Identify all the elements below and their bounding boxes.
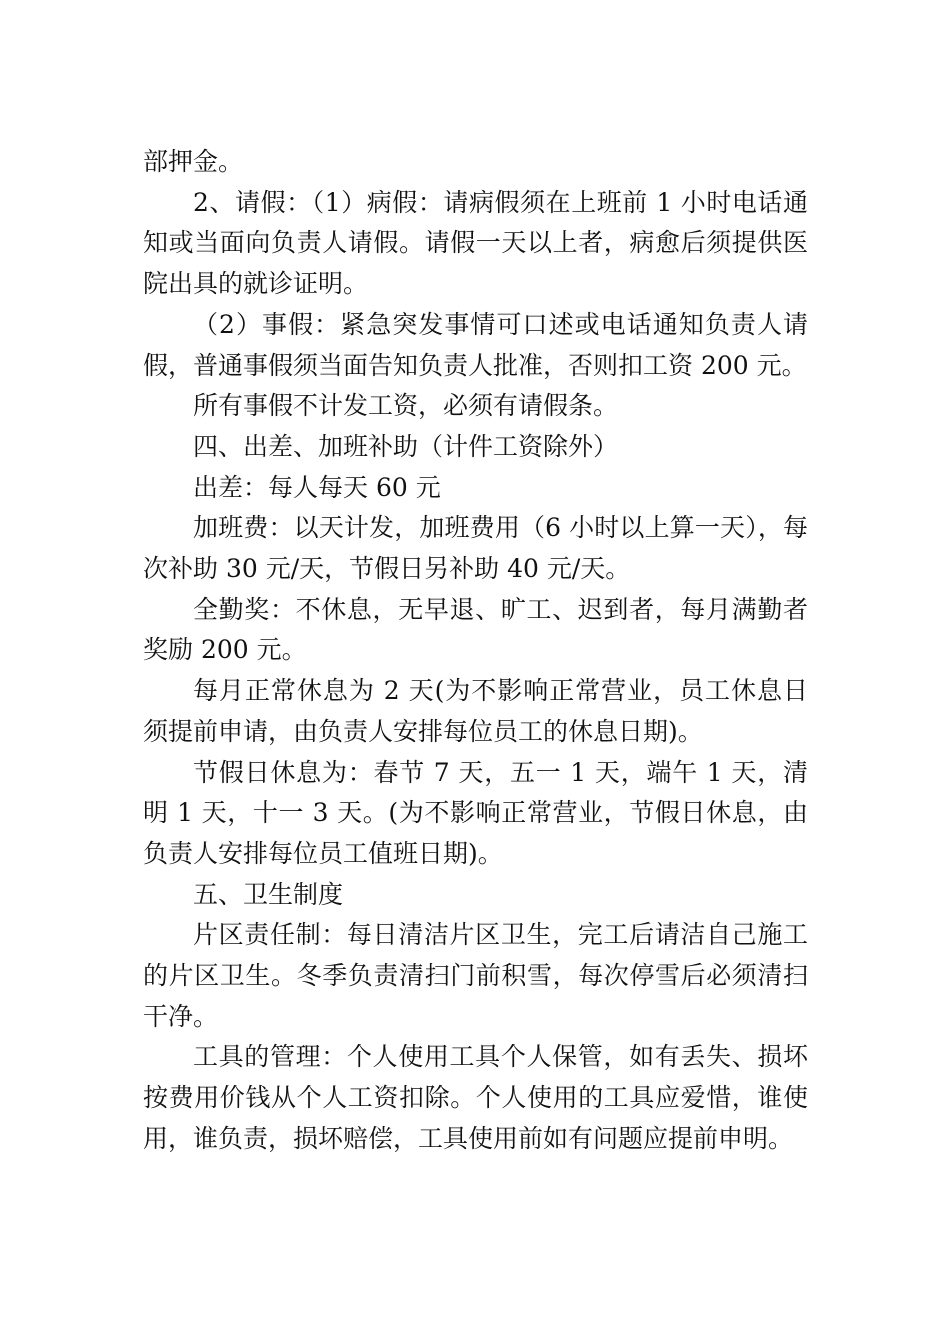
section-heading-travel-overtime: 四、出差、加班补助（计件工资除外） [193,431,619,461]
paragraph-attendance-bonus: 全勤奖：不休息，无早退、旷工、迟到者，每月满勤者奖励 200 元。 [143,594,808,665]
paragraph-personal-leave: （2）事假：紧急突发事情可口述或电话通知负责人请假，普通事假须当面告知负责人批准，否则扣工资 200 元。 [143,309,808,380]
paragraph-holiday-rest: 节假日休息为：春节 7 天，五一 1 天，端午 1 天，清明 1 天，十一 3 天。(为不影响正常营业，节假日休息，由负责人安排每位员工值班日期)。 [143,757,808,868]
section-heading-hygiene: 五、卫生制度 [193,879,344,909]
paragraph-area-responsibility: 片区责任制：每日清洁片区卫生，完工后请洁自己施工的片区卫生。冬季负责清扫门前积雪，每次停雪后必须清扫干净。 [143,920,808,1031]
paragraph-tool-management: 工具的管理：个人使用工具个人保管，如有丢失、损坏按费用价钱从个人工资扣除。个人使用的工具应爱惜，谁使用，谁负责，损坏赔偿，工具使用前如有问题应提前申明。 [143,1042,808,1153]
document-body [143,142,808,1160]
paragraph-sick-leave: 2、请假：（1）病假：请病假须在上班前 1 小时电话通知或当面向负责人请假。请假一天以上者，病愈后须提供医院出具的就诊证明。 [143,187,808,299]
paragraph-overtime-pay: 加班费：以天计发，加班费用（6 小时以上算一天），每次补助 30 元/天，节假日另补助 40 元/天。 [143,513,808,584]
paragraph-leave-unpaid: 所有事假不计发工资，必须有请假条。 [193,391,619,421]
paragraph-deposit-end: 部押金。 [143,147,244,176]
paragraph-travel-allowance: 出差：每人每天 60 元 [193,472,441,502]
paragraph-monthly-rest: 每月正常休息为 2 天(为不影响正常营业，员工休息日须提前申请，由负责人安排每位员工的休息日期)。 [143,676,808,746]
